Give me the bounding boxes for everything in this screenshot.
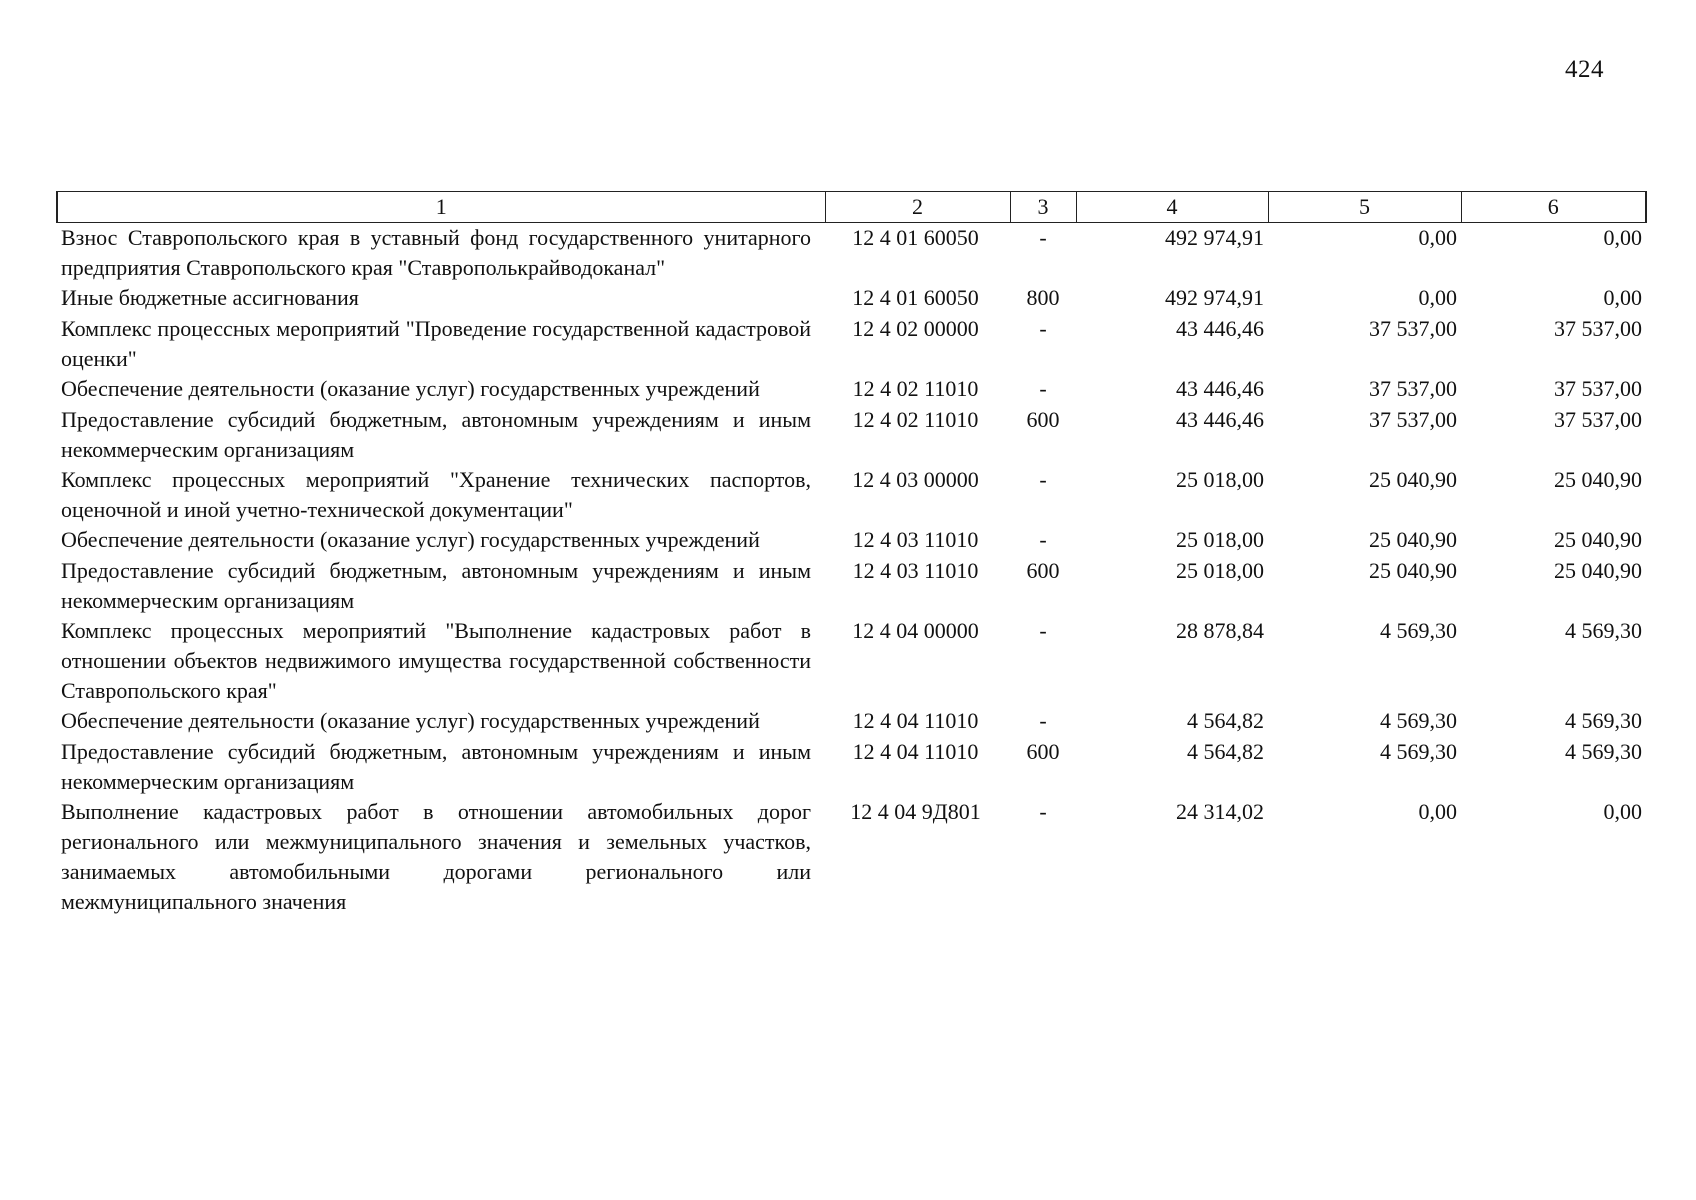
row-code-cell: 12 4 01 60050 xyxy=(852,225,979,250)
row-type-cell: - xyxy=(1039,618,1047,643)
row-value-2025-cell: 25 040,90 xyxy=(1369,467,1457,492)
row-value-2024-cell: 4 564,82 xyxy=(1187,708,1264,733)
table-header-row xyxy=(57,192,1646,223)
row-value-2025-cell: 4 569,30 xyxy=(1380,739,1457,764)
row-value-2026-cell: 37 537,00 xyxy=(1554,407,1642,432)
row-code-cell: 12 4 04 9Д801 xyxy=(850,799,981,824)
row-value-2026-cell: 4 569,30 xyxy=(1565,739,1642,764)
table-row xyxy=(57,556,1646,616)
row-name-cell: Комплекс процессных мероприятий "Хранение технических паспортов, оценочной и иной учетно-технической документации" xyxy=(61,467,811,522)
row-code-cell: 12 4 04 11010 xyxy=(852,708,979,733)
row-value-2025-cell: 25 040,90 xyxy=(1369,527,1457,552)
row-name-cell: Обеспечение деятельности (оказание услуг) государственных учреждений xyxy=(61,527,760,552)
row-name-cell: Выполнение кадастровых работ в отношении автомобильных дорог регионального или межмуниципального значения и земельных участков, занимаемых автомобильными дорогами регионального или межмуниципального значения xyxy=(61,799,811,914)
row-value-2024-cell: 43 446,46 xyxy=(1176,316,1264,341)
table-row xyxy=(57,465,1646,525)
row-value-2024-cell: 492 974,91 xyxy=(1165,285,1264,310)
row-value-2026-cell: 37 537,00 xyxy=(1554,316,1642,341)
row-value-2026-cell: 4 569,30 xyxy=(1565,618,1642,643)
row-code-cell: 12 4 03 11010 xyxy=(852,527,979,552)
column-header: 3 xyxy=(1010,192,1076,223)
row-type-cell: - xyxy=(1039,527,1047,552)
row-code-cell: 12 4 04 11010 xyxy=(852,739,979,764)
row-value-2025-cell: 0,00 xyxy=(1418,799,1457,824)
table-row xyxy=(57,314,1646,374)
row-value-2025-cell: 4 569,30 xyxy=(1380,618,1457,643)
table-row xyxy=(57,283,1646,314)
row-value-2026-cell: 0,00 xyxy=(1603,225,1642,250)
row-value-2024-cell: 25 018,00 xyxy=(1176,558,1264,583)
row-name-cell: Предоставление субсидий бюджетным, автономным учреждениям и иным некоммерческим организациям xyxy=(61,407,811,462)
table-row xyxy=(57,616,1646,706)
table-row xyxy=(57,737,1646,797)
row-value-2024-cell: 43 446,46 xyxy=(1176,407,1264,432)
column-header: 1 xyxy=(57,192,825,223)
row-value-2024-cell: 43 446,46 xyxy=(1176,376,1264,401)
column-header: 2 xyxy=(825,192,1010,223)
row-code-cell: 12 4 02 00000 xyxy=(852,316,979,341)
row-type-cell: - xyxy=(1039,799,1047,824)
table-row xyxy=(57,525,1646,556)
row-value-2025-cell: 37 537,00 xyxy=(1369,407,1457,432)
row-code-cell: 12 4 02 11010 xyxy=(852,376,979,401)
row-value-2025-cell: 25 040,90 xyxy=(1369,558,1457,583)
row-code-cell: 12 4 02 11010 xyxy=(852,407,979,432)
row-type-cell: 600 xyxy=(1026,407,1060,432)
budget-table xyxy=(56,191,1647,917)
table-row xyxy=(57,706,1646,737)
row-type-cell: 600 xyxy=(1026,739,1060,764)
row-value-2026-cell: 4 569,30 xyxy=(1565,708,1642,733)
row-value-2024-cell: 4 564,82 xyxy=(1187,739,1264,764)
row-value-2025-cell: 0,00 xyxy=(1418,285,1457,310)
row-value-2024-cell: 28 878,84 xyxy=(1176,618,1264,643)
row-type-cell: - xyxy=(1039,467,1047,492)
table-row xyxy=(57,223,1646,284)
row-value-2024-cell: 24 314,02 xyxy=(1176,799,1264,824)
column-header: 4 xyxy=(1076,192,1268,223)
row-value-2025-cell: 37 537,00 xyxy=(1369,376,1457,401)
row-type-cell: - xyxy=(1039,316,1047,341)
row-code-cell: 12 4 01 60050 xyxy=(852,285,979,310)
row-type-cell: - xyxy=(1039,376,1047,401)
row-type-cell: - xyxy=(1039,708,1047,733)
row-value-2026-cell: 0,00 xyxy=(1603,285,1642,310)
row-value-2026-cell: 25 040,90 xyxy=(1554,527,1642,552)
row-type-cell: 800 xyxy=(1026,285,1060,310)
row-value-2025-cell: 37 537,00 xyxy=(1369,316,1457,341)
row-value-2026-cell: 37 537,00 xyxy=(1554,376,1642,401)
row-value-2026-cell: 25 040,90 xyxy=(1554,558,1642,583)
row-value-2024-cell: 25 018,00 xyxy=(1176,467,1264,492)
page-number: 424 xyxy=(1565,56,1604,83)
table-row xyxy=(57,797,1646,917)
row-value-2025-cell: 4 569,30 xyxy=(1380,708,1457,733)
row-name-cell: Иные бюджетные ассигнования xyxy=(61,285,359,310)
row-name-cell: Взнос Ставропольского края в уставный фонд государственного унитарного предприятия Ставропольского края "Ставрополькрайводоканал" xyxy=(61,225,811,280)
row-type-cell: 600 xyxy=(1026,558,1060,583)
row-code-cell: 12 4 03 00000 xyxy=(852,467,979,492)
row-name-cell: Предоставление субсидий бюджетным, автономным учреждениям и иным некоммерческим организациям xyxy=(61,558,811,613)
table-row xyxy=(57,405,1646,465)
table-row xyxy=(57,374,1646,405)
column-header: 5 xyxy=(1268,192,1461,223)
row-code-cell: 12 4 03 11010 xyxy=(852,558,979,583)
row-type-cell: - xyxy=(1039,225,1047,250)
column-header: 6 xyxy=(1461,192,1646,223)
row-code-cell: 12 4 04 00000 xyxy=(852,618,979,643)
row-value-2025-cell: 0,00 xyxy=(1418,225,1457,250)
row-value-2024-cell: 492 974,91 xyxy=(1165,225,1264,250)
row-name-cell: Обеспечение деятельности (оказание услуг) государственных учреждений xyxy=(61,708,760,733)
row-name-cell: Комплекс процессных мероприятий "Выполнение кадастровых работ в отношении объектов недвижимого имущества государственной собственности Ставропольского края" xyxy=(61,618,811,703)
row-name-cell: Комплекс процессных мероприятий "Проведение государственной кадастровой оценки" xyxy=(61,316,811,371)
row-value-2026-cell: 0,00 xyxy=(1603,799,1642,824)
row-name-cell: Предоставление субсидий бюджетным, автономным учреждениям и иным некоммерческим организациям xyxy=(61,739,811,794)
row-value-2024-cell: 25 018,00 xyxy=(1176,527,1264,552)
row-value-2026-cell: 25 040,90 xyxy=(1554,467,1642,492)
row-name-cell: Обеспечение деятельности (оказание услуг) государственных учреждений xyxy=(61,376,760,401)
